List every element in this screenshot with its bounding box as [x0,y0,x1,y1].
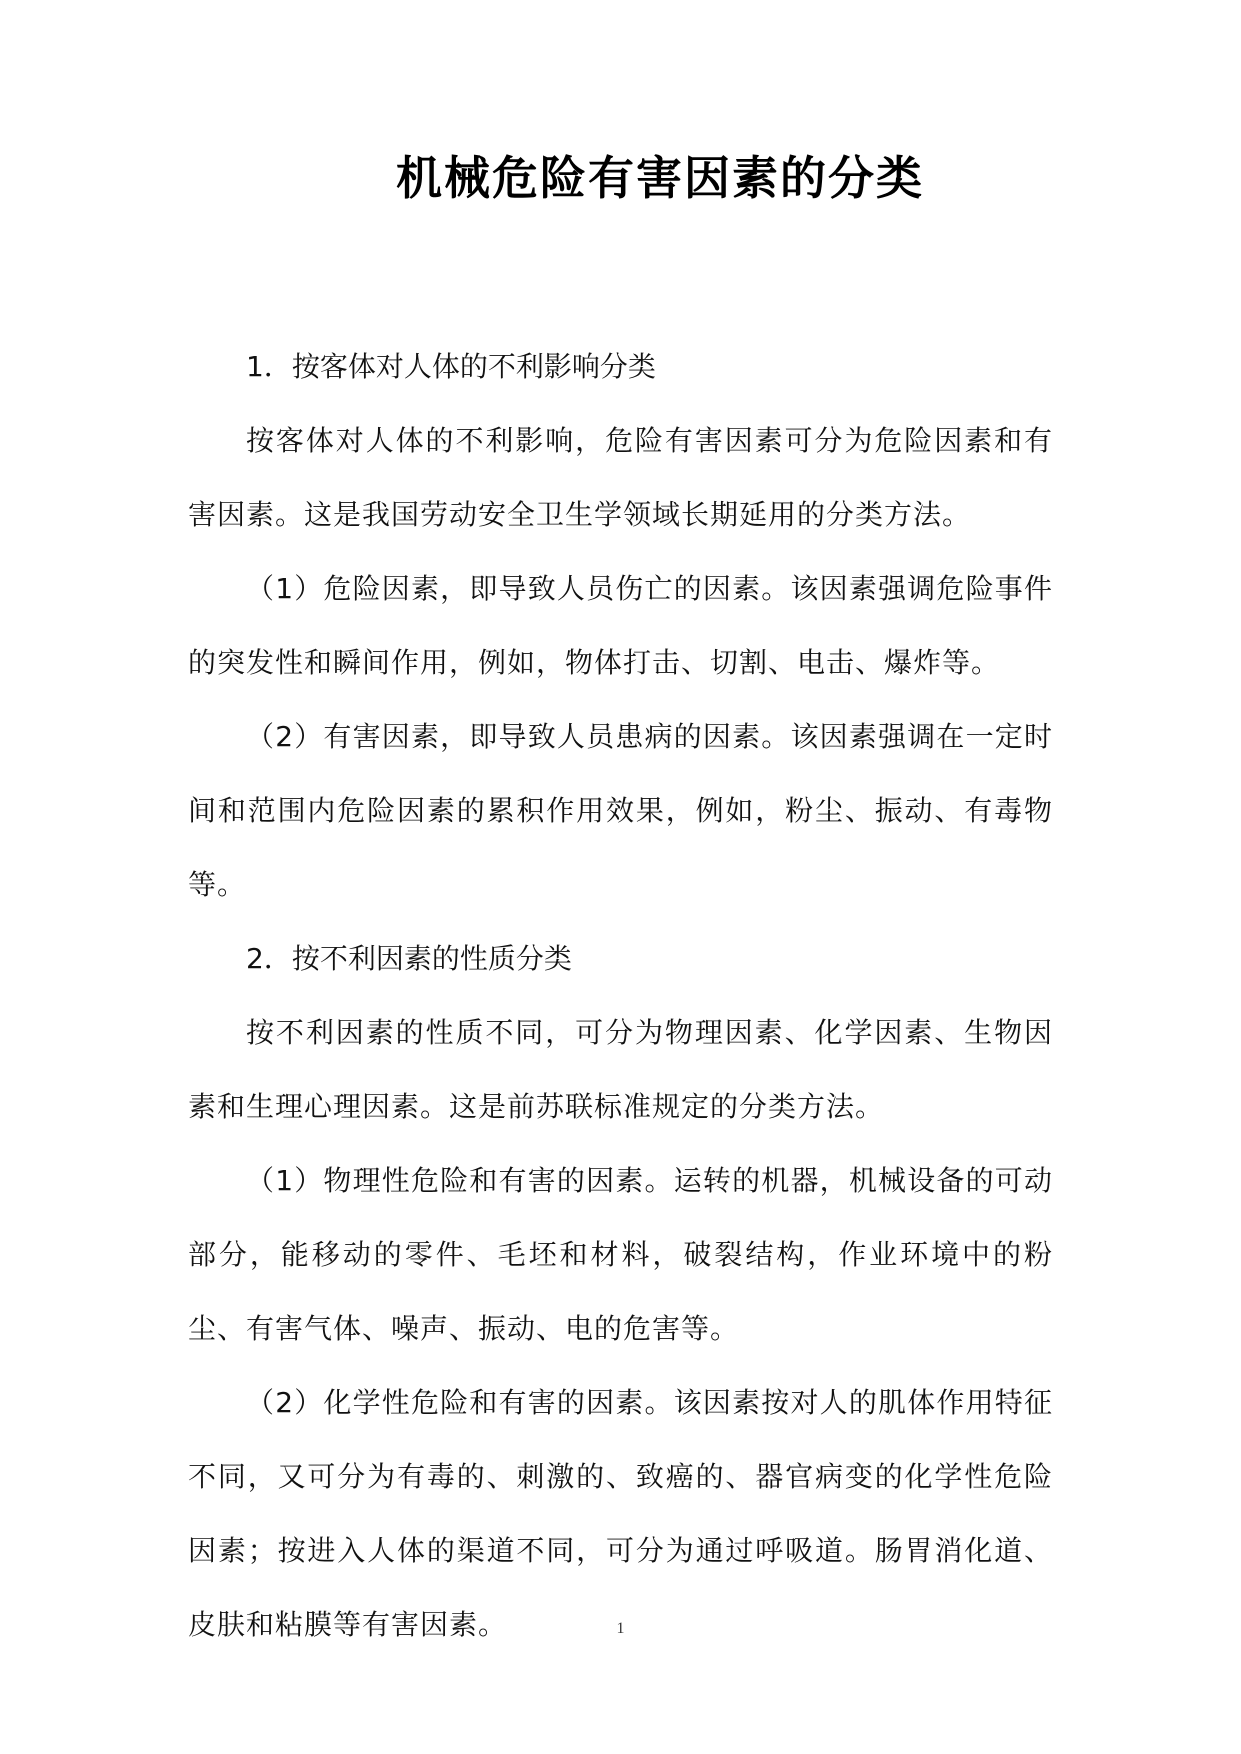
section-heading-2: 2．按不利因素的性质分类 [246,942,572,975]
paragraph: 按客体对人体的不利影响，危险有害因素可分为危险因素和有害因素。这是我国劳动安全卫生学领域长期延用的分类方法。 [188,424,1053,531]
paragraph: （2）化学性危险和有害的因素。该因素按对人的肌体作用特征不同，又可分为有毒的、刺激的、致癌的、器官病变的化学性危险因素；按进入人体的渠道不同，可分为通过呼吸道。肠胃消化道、皮肤和粘膜等有害因素。 [188,1386,1053,1641]
document-body [188,330,1053,1662]
paragraph: （2）有害因素，即导致人员患病的因素。该因素强调在一定时间和范围内危险因素的累积作用效果，例如，粉尘、振动、有毒物等。 [188,720,1053,901]
paragraph: （1）危险因素，即导致人员伤亡的因素。该因素强调危险事件的突发性和瞬间作用，例如，物体打击、切割、电击、爆炸等。 [188,572,1053,679]
page-number: 1 [616,1620,625,1637]
paragraph: 按不利因素的性质不同，可分为物理因素、化学因素、生物因素和生理心理因素。这是前苏联标准规定的分类方法。 [188,1016,1053,1123]
section-heading-1: 1．按客体对人体的不利影响分类 [246,350,656,383]
paragraph: （1）物理性危险和有害的因素。运转的机器，机械设备的可动部分，能移动的零件、毛坯和材料，破裂结构，作业环境中的粉尘、有害气体、噪声、振动、电的危害等。 [188,1164,1053,1345]
document-title: 机械危险有害因素的分类 [396,151,924,205]
